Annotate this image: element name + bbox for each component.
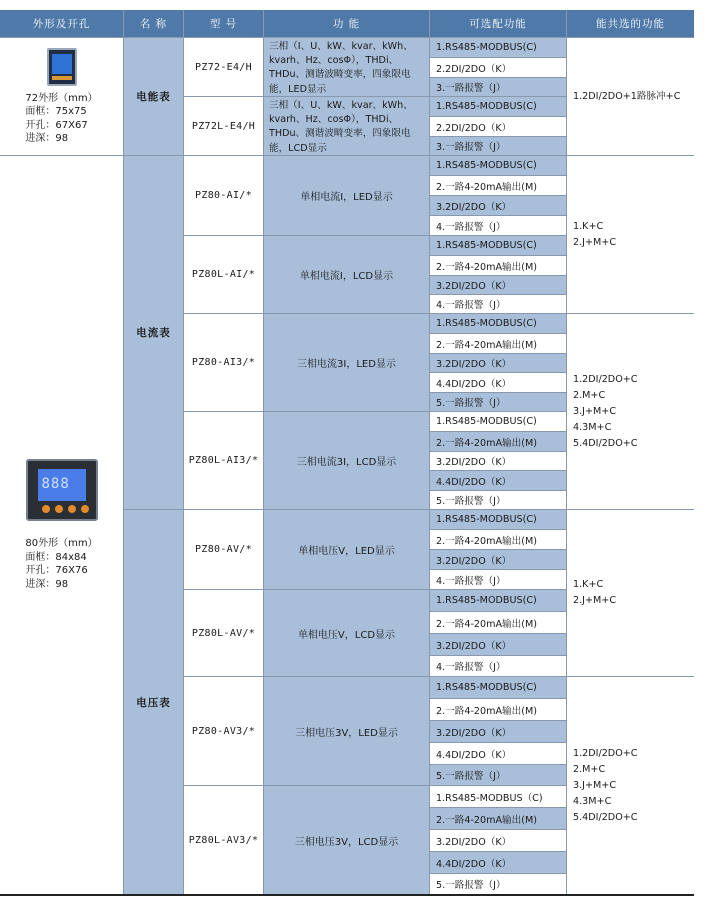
option-item: 2.一路4-20mA输出(M) — [430, 808, 567, 830]
option-item: 3.2DI/2DO（K） — [430, 721, 567, 743]
function-cell: 单相电压V，LED显示 — [264, 510, 430, 590]
shape72-hole: 开孔：67X67 — [25, 119, 88, 131]
shared-current-single — [567, 156, 694, 314]
option-item: 1.RS485-MODBUS(C) — [430, 38, 567, 58]
option-item: 1.RS485-MODBUS(C) — [430, 412, 567, 432]
function-cell: 三相电压3V，LED显示 — [264, 677, 430, 786]
shape80-specs — [25, 537, 97, 591]
option-item: 2.一路4-20mA输出(M) — [430, 176, 567, 196]
option-item: 3.2DI/2DO（K） — [430, 452, 567, 471]
option-item: 1.RS485-MODBUS（C) — [430, 786, 567, 808]
shared-item: 2.M+C — [573, 763, 606, 775]
option-item: 2.一路4-20mA输出(M) — [430, 530, 567, 550]
option-item: 2.一路4-20mA输出(M) — [430, 699, 567, 721]
category-voltage: 电压表 — [124, 510, 184, 895]
option-item: 2.一路4-20mA输出(M) — [430, 256, 567, 276]
function-cell: 三相（I、U、kW、kvar、kWh、kvarh、Hz、cosΦ），THDi、THDu、测谐波畸变率，四象限电能，LED显示 — [264, 38, 430, 97]
shape80-title: 80外形（mm） — [25, 538, 98, 549]
option-item: 4.一路报警（J） — [430, 295, 567, 314]
shared-item: 3.J+M+C — [573, 779, 617, 791]
option-item: 2.2DI/2DO（K） — [430, 117, 567, 137]
option-item: 4.一路报警（J） — [430, 216, 567, 236]
model-cell: PZ80L-AV/* — [184, 590, 264, 677]
option-item: 5.一路报警（J） — [430, 491, 567, 510]
header-model: 型 号 — [184, 10, 264, 38]
option-item: 3.一路报警（J） — [430, 137, 567, 156]
shape80-hole: 开孔：76X76 — [25, 565, 88, 576]
shared-item: 1.2DI/2DO+C — [573, 747, 638, 759]
model-cell: PZ80L-AI3/* — [184, 412, 264, 510]
header-name: 名 称 — [124, 10, 184, 38]
shared-item: 5.4DI/2DO+C — [573, 811, 638, 823]
shared-energy — [567, 38, 694, 156]
option-item: 4.4DI/2DO（K） — [430, 743, 567, 765]
header-shape: 外形及开孔 — [0, 10, 124, 38]
shape80-depth: 进深：98 — [25, 578, 69, 590]
shared-voltage-three — [567, 677, 694, 895]
shared-item: 2.M+C — [573, 389, 606, 401]
shared-item: 1.2DI/2DO+1路脉冲+C — [573, 90, 681, 102]
model-cell: PZ72L-E4/H — [184, 97, 264, 156]
category-energy: 电能表 — [124, 38, 184, 156]
shared-item: 2.J+M+C — [573, 595, 617, 606]
option-item: 2.一路4-20mA输出(M) — [430, 612, 567, 634]
option-item: 4.一路报警（J） — [430, 570, 567, 590]
option-item: 2.一路4-20mA输出(M) — [430, 334, 567, 354]
shared-voltage-single — [567, 510, 694, 677]
model-cell: PZ80-AV/* — [184, 510, 264, 590]
option-item: 1.RS485-MODBUS(C) — [430, 236, 567, 256]
model-cell: PZ80-AI3/* — [184, 314, 264, 412]
option-item: 5.一路报警（J） — [430, 393, 567, 412]
function-cell: 三相（I、U、kW、kvar、kWh、kvarh、Hz、cosΦ），THDi、THDu、测谐波畸变率，四象限电能，LCD显示 — [264, 97, 430, 156]
option-item: 1.RS485-MODBUS(C) — [430, 510, 567, 530]
option-item: 4.4DI/2DO（K） — [430, 471, 567, 491]
option-item: 3.2DI/2DO（K） — [430, 196, 567, 216]
option-item: 1.RS485-MODBUS(C) — [430, 314, 567, 334]
option-item: 3.2DI/2DO（K） — [430, 354, 567, 373]
option-item: 3.2DI/2DO（K） — [430, 634, 567, 656]
option-item: 1.RS485-MODBUS(C) — [430, 590, 567, 612]
function-cell: 三相电流3I，LED显示 — [264, 314, 430, 412]
option-item: 1.RS485-MODBUS(C) — [430, 156, 567, 176]
function-cell: 单相电流I，LCD显示 — [264, 236, 430, 314]
option-item: 2.一路4-20mA输出(M) — [430, 432, 567, 452]
option-item: 3.2DI/2DO（K） — [430, 830, 567, 852]
shared-item: 4.3M+C — [573, 421, 612, 433]
option-item: 4.一路报警（J） — [430, 656, 567, 677]
shape72-cell — [0, 38, 124, 156]
option-item: 4.4DI/2DO（K） — [430, 852, 567, 874]
category-current: 电流表 — [124, 156, 184, 510]
shape80-frame: 面框：84x84 — [25, 551, 87, 563]
header-shared: 能共选的功能 — [567, 10, 694, 38]
shared-item: 2.J+M+C — [573, 236, 617, 248]
shared-item: 1.2DI/2DO+C — [573, 373, 638, 385]
shape72-frame: 面框：75x75 — [25, 106, 87, 117]
option-item: 2.2DI/2DO（K） — [430, 58, 567, 78]
option-item: 4.4DI/2DO（K） — [430, 373, 567, 393]
function-cell: 单相电流I，LED显示 — [264, 156, 430, 236]
model-cell: PZ80-AV3/* — [184, 677, 264, 786]
option-item: 3.2DI/2DO（K） — [430, 550, 567, 570]
header-function: 功 能 — [264, 10, 430, 38]
option-item: 1.RS485-MODBUS(C) — [430, 97, 567, 117]
shared-item: 3.J+M+C — [573, 405, 617, 417]
model-cell: PZ80L-AV3/* — [184, 786, 264, 895]
meter-72-image — [47, 48, 77, 86]
header-optional: 可选配功能 — [430, 10, 567, 38]
model-cell: PZ72-E4/H — [184, 38, 264, 97]
shape72-depth: 进深：98 — [25, 133, 69, 144]
model-cell: PZ80L-AI/* — [184, 236, 264, 314]
option-item: 3.一路报警（J） — [430, 78, 567, 97]
shared-current-three — [567, 314, 694, 510]
table-bottom-rule — [0, 894, 694, 896]
option-item: 1.RS485-MODBUS(C) — [430, 677, 567, 699]
function-cell: 三相电流3I，LCD显示 — [264, 412, 430, 510]
shape72-title: 72外形（mm） — [25, 92, 98, 104]
option-item: 5.一路报警（J） — [430, 874, 567, 895]
shared-item: 1.K+C — [573, 579, 604, 590]
shared-item: 4.3M+C — [573, 795, 612, 807]
option-item: 5.一路报警（J） — [430, 765, 567, 786]
shared-item: 1.K+C — [573, 220, 604, 232]
shape80-cell — [0, 156, 124, 895]
option-item: 3.2DI/2DO（K） — [430, 276, 567, 295]
model-cell: PZ80-AI/* — [184, 156, 264, 236]
shared-item: 5.4DI/2DO+C — [573, 437, 638, 449]
function-cell: 三相电压3V，LCD显示 — [264, 786, 430, 895]
function-cell: 单相电压V，LCD显示 — [264, 590, 430, 677]
shape72-specs — [25, 92, 97, 146]
meter-80-image — [26, 459, 98, 521]
